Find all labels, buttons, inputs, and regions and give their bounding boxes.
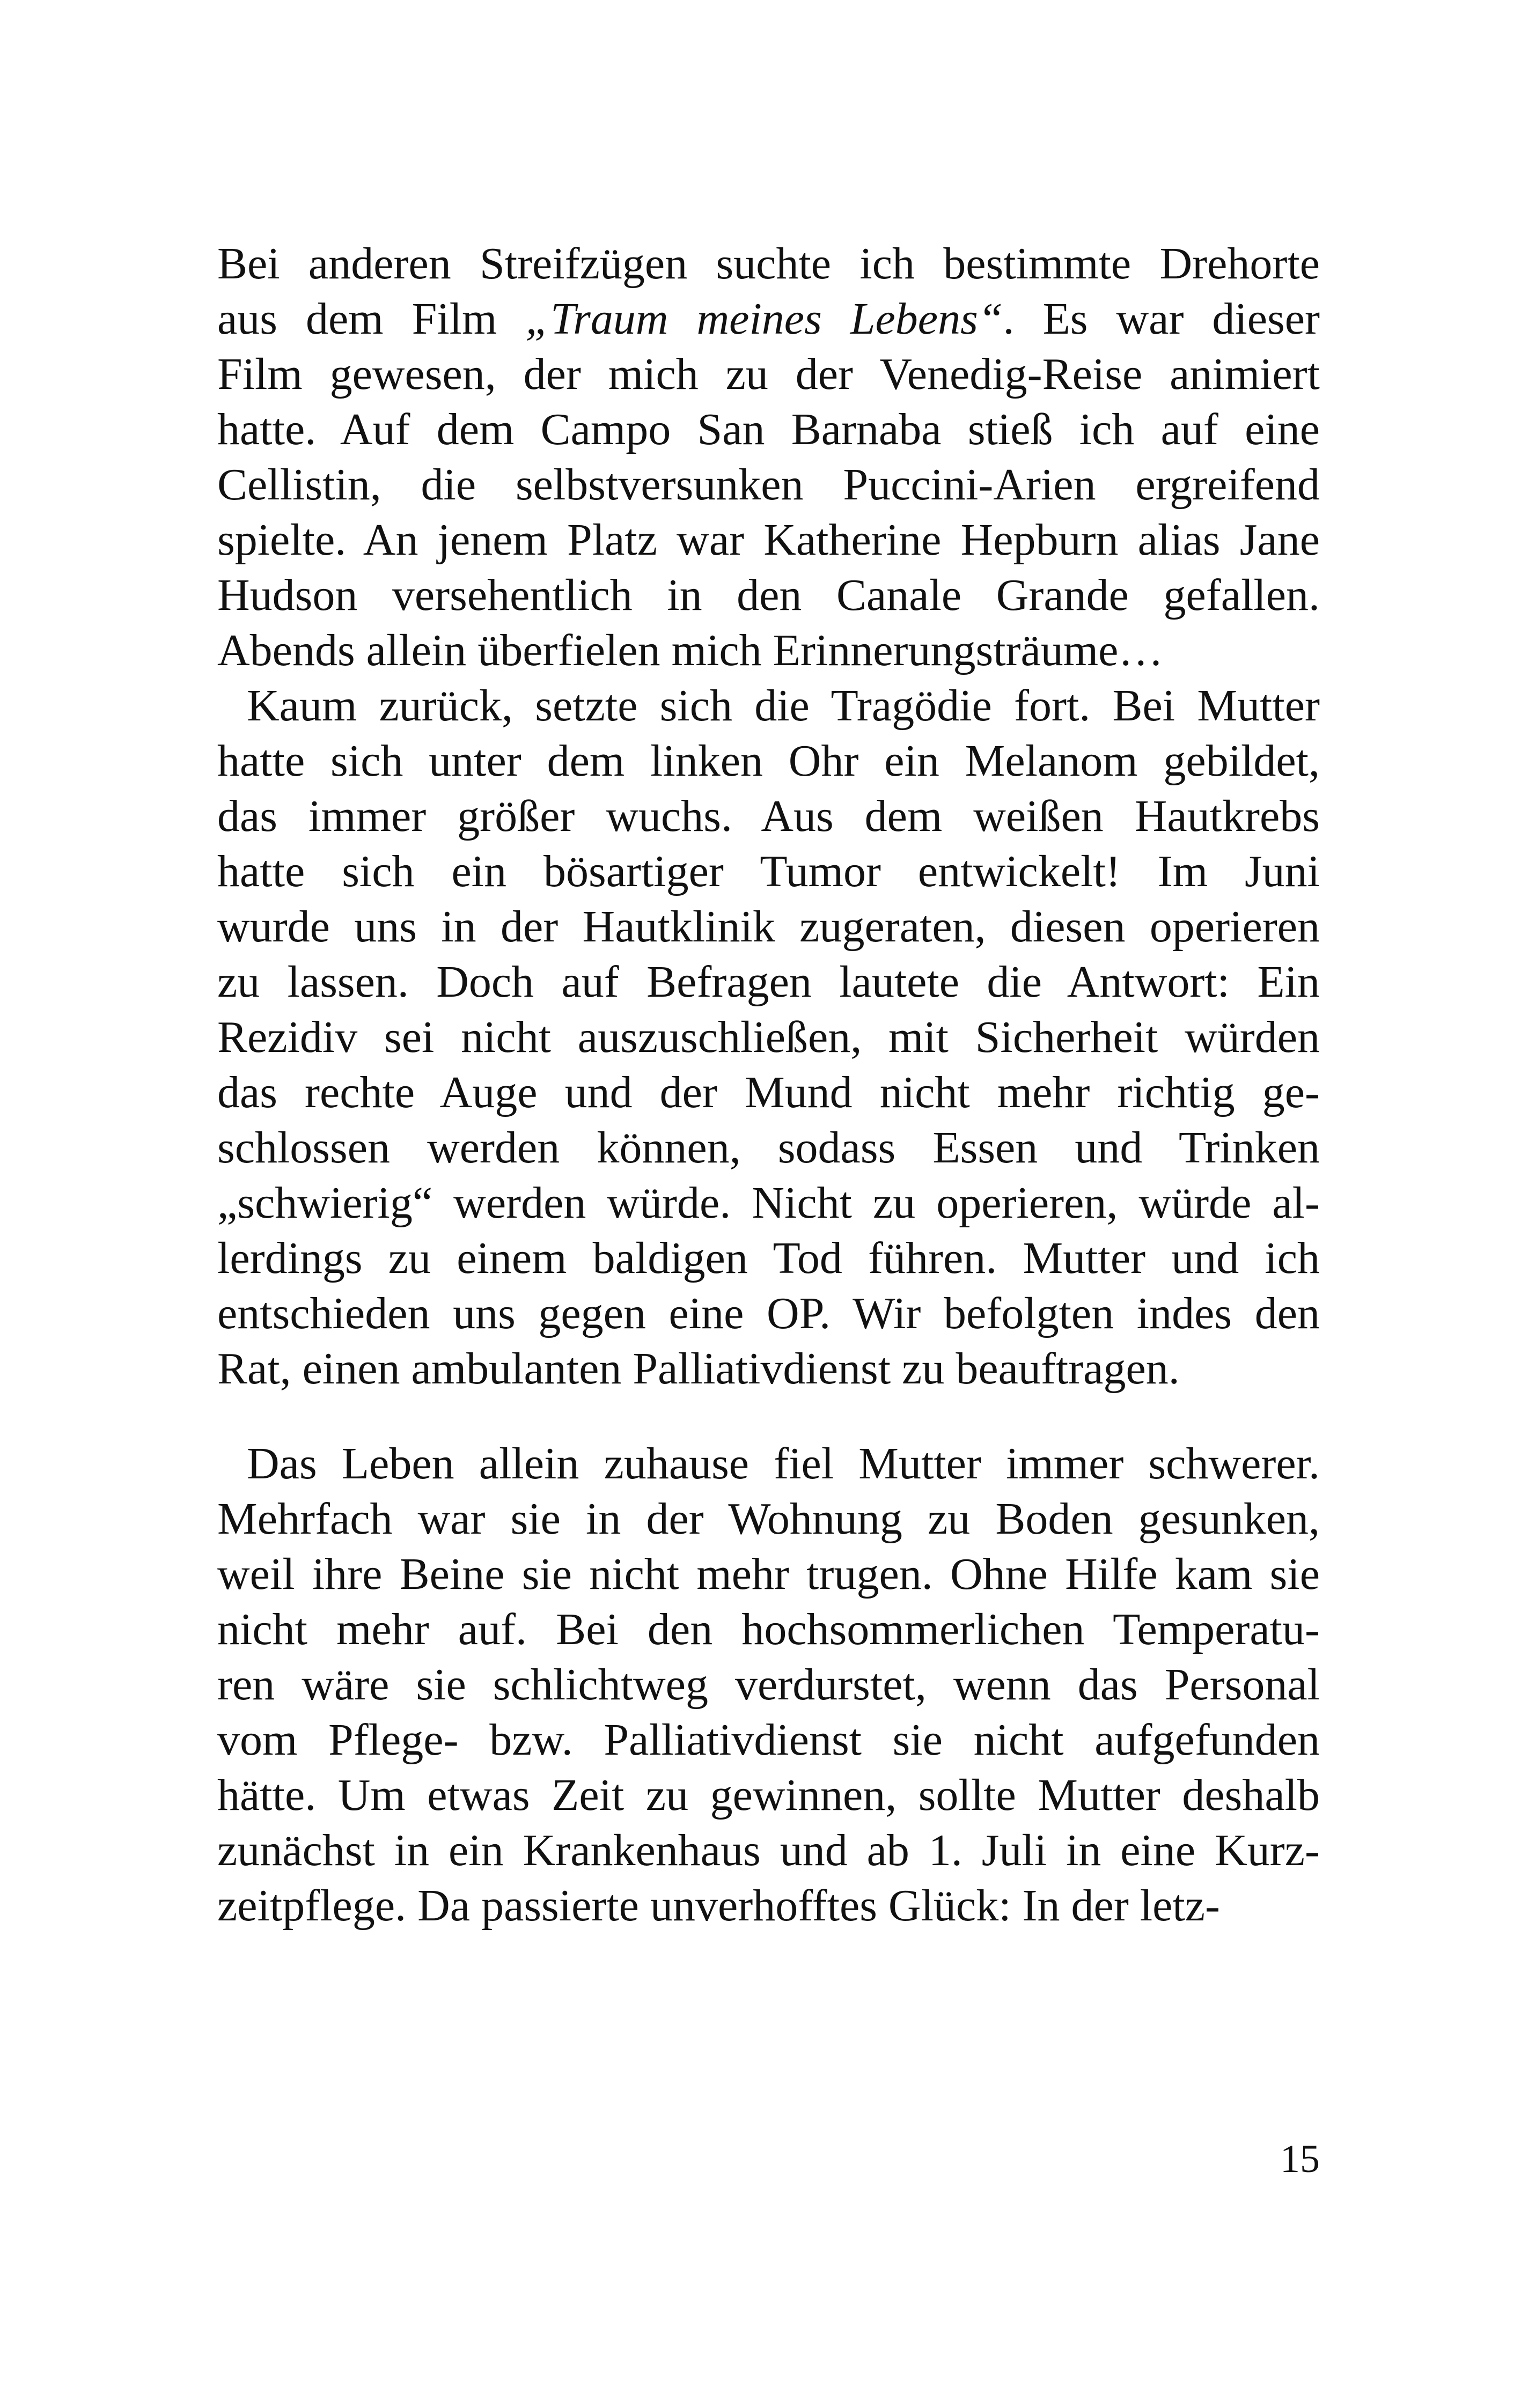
- paragraph-2: [217, 678, 1320, 1396]
- text-line: hätte. Um etwas Zeit zu gewinnen, sollte Mutter deshalb: [217, 1770, 1320, 1820]
- text-line: Rezidiv sei nicht auszuschließen, mit Sicherheit würden: [217, 1012, 1320, 1062]
- text-line: zu lassen. Doch auf Befragen lautete die Antwort: Ein: [217, 957, 1320, 1007]
- text-line: lerdings zu einem baldigen Tod führen. Mutter und ich: [217, 1233, 1320, 1283]
- film-title: „Traum meines Lebens“: [525, 294, 1003, 344]
- text-line: nicht mehr auf. Bei den hochsommerlichen Temperatu-: [217, 1604, 1320, 1654]
- text-line: Das Leben allein zuhause fiel Mutter immer schwerer.: [247, 1439, 1320, 1489]
- page-number: 15: [1280, 2137, 1320, 2181]
- text-line: hatte. Auf dem Campo San Barnaba stieß ich auf eine: [217, 404, 1320, 454]
- text-segment: aus dem Film: [217, 294, 526, 344]
- text-line: das immer größer wuchs. Aus dem weißen Hautkrebs: [217, 791, 1320, 841]
- text-line: zunächst in ein Krankenhaus und ab 1. Juli in eine Kurz-: [217, 1825, 1320, 1875]
- text-line: hatte sich ein bösartiger Tumor entwickelt! Im Juni: [217, 846, 1320, 896]
- text-line: Film gewesen, der mich zu der Venedig-Reise animiert: [217, 349, 1320, 399]
- text-line: entschieden uns gegen eine OP. Wir befolgten indes den: [217, 1288, 1320, 1338]
- text-line: zeitpflege. Da passierte unverhofftes Glück: In der letz-: [217, 1881, 1220, 1931]
- text-segment: . Es war dieser: [1003, 294, 1320, 344]
- paragraph-3: [217, 1436, 1320, 1933]
- text-line: Abends allein überfielen mich Erinnerungsträume…: [217, 625, 1164, 675]
- text-line: weil ihre Beine sie nicht mehr trugen. Ohne Hilfe kam sie: [217, 1549, 1320, 1599]
- text-line: Bei anderen Streifzügen suchte ich bestimmte Drehorte: [217, 239, 1320, 289]
- text-line: hatte sich unter dem linken Ohr ein Melanom gebildet,: [217, 736, 1320, 786]
- paragraph-1: [217, 236, 1320, 678]
- text-line: wurde uns in der Hautklinik zugeraten, diesen operieren: [217, 902, 1320, 952]
- text-line: das rechte Auge und der Mund nicht mehr richtig ge-: [217, 1067, 1320, 1117]
- text-line: schlossen werden können, sodass Essen und Trinken: [217, 1123, 1320, 1173]
- text-line: Rat, einen ambulanten Palliativdienst zu beauftragen.: [217, 1344, 1180, 1394]
- text-line: „schwierig“ werden würde. Nicht zu operieren, würde al-: [217, 1178, 1320, 1228]
- text-line: [217, 291, 1320, 347]
- text-line: Mehrfach war sie in der Wohnung zu Boden gesunken,: [217, 1494, 1320, 1544]
- text-line: vom Pflege- bzw. Palliativdienst sie nicht aufgefunden: [217, 1715, 1320, 1765]
- text-line: Kaum zurück, setzte sich die Tragödie fort. Bei Mutter: [247, 681, 1320, 731]
- text-line: Cellistin, die selbstversunken Puccini-Arien ergreifend: [217, 460, 1320, 510]
- text-line: ren wäre sie schlichtweg verdurstet, wenn das Personal: [217, 1660, 1320, 1710]
- text-line: spielte. An jenem Platz war Katherine Hepburn alias Jane: [217, 515, 1320, 565]
- text-line: Hudson versehentlich in den Canale Grande gefallen.: [217, 570, 1320, 620]
